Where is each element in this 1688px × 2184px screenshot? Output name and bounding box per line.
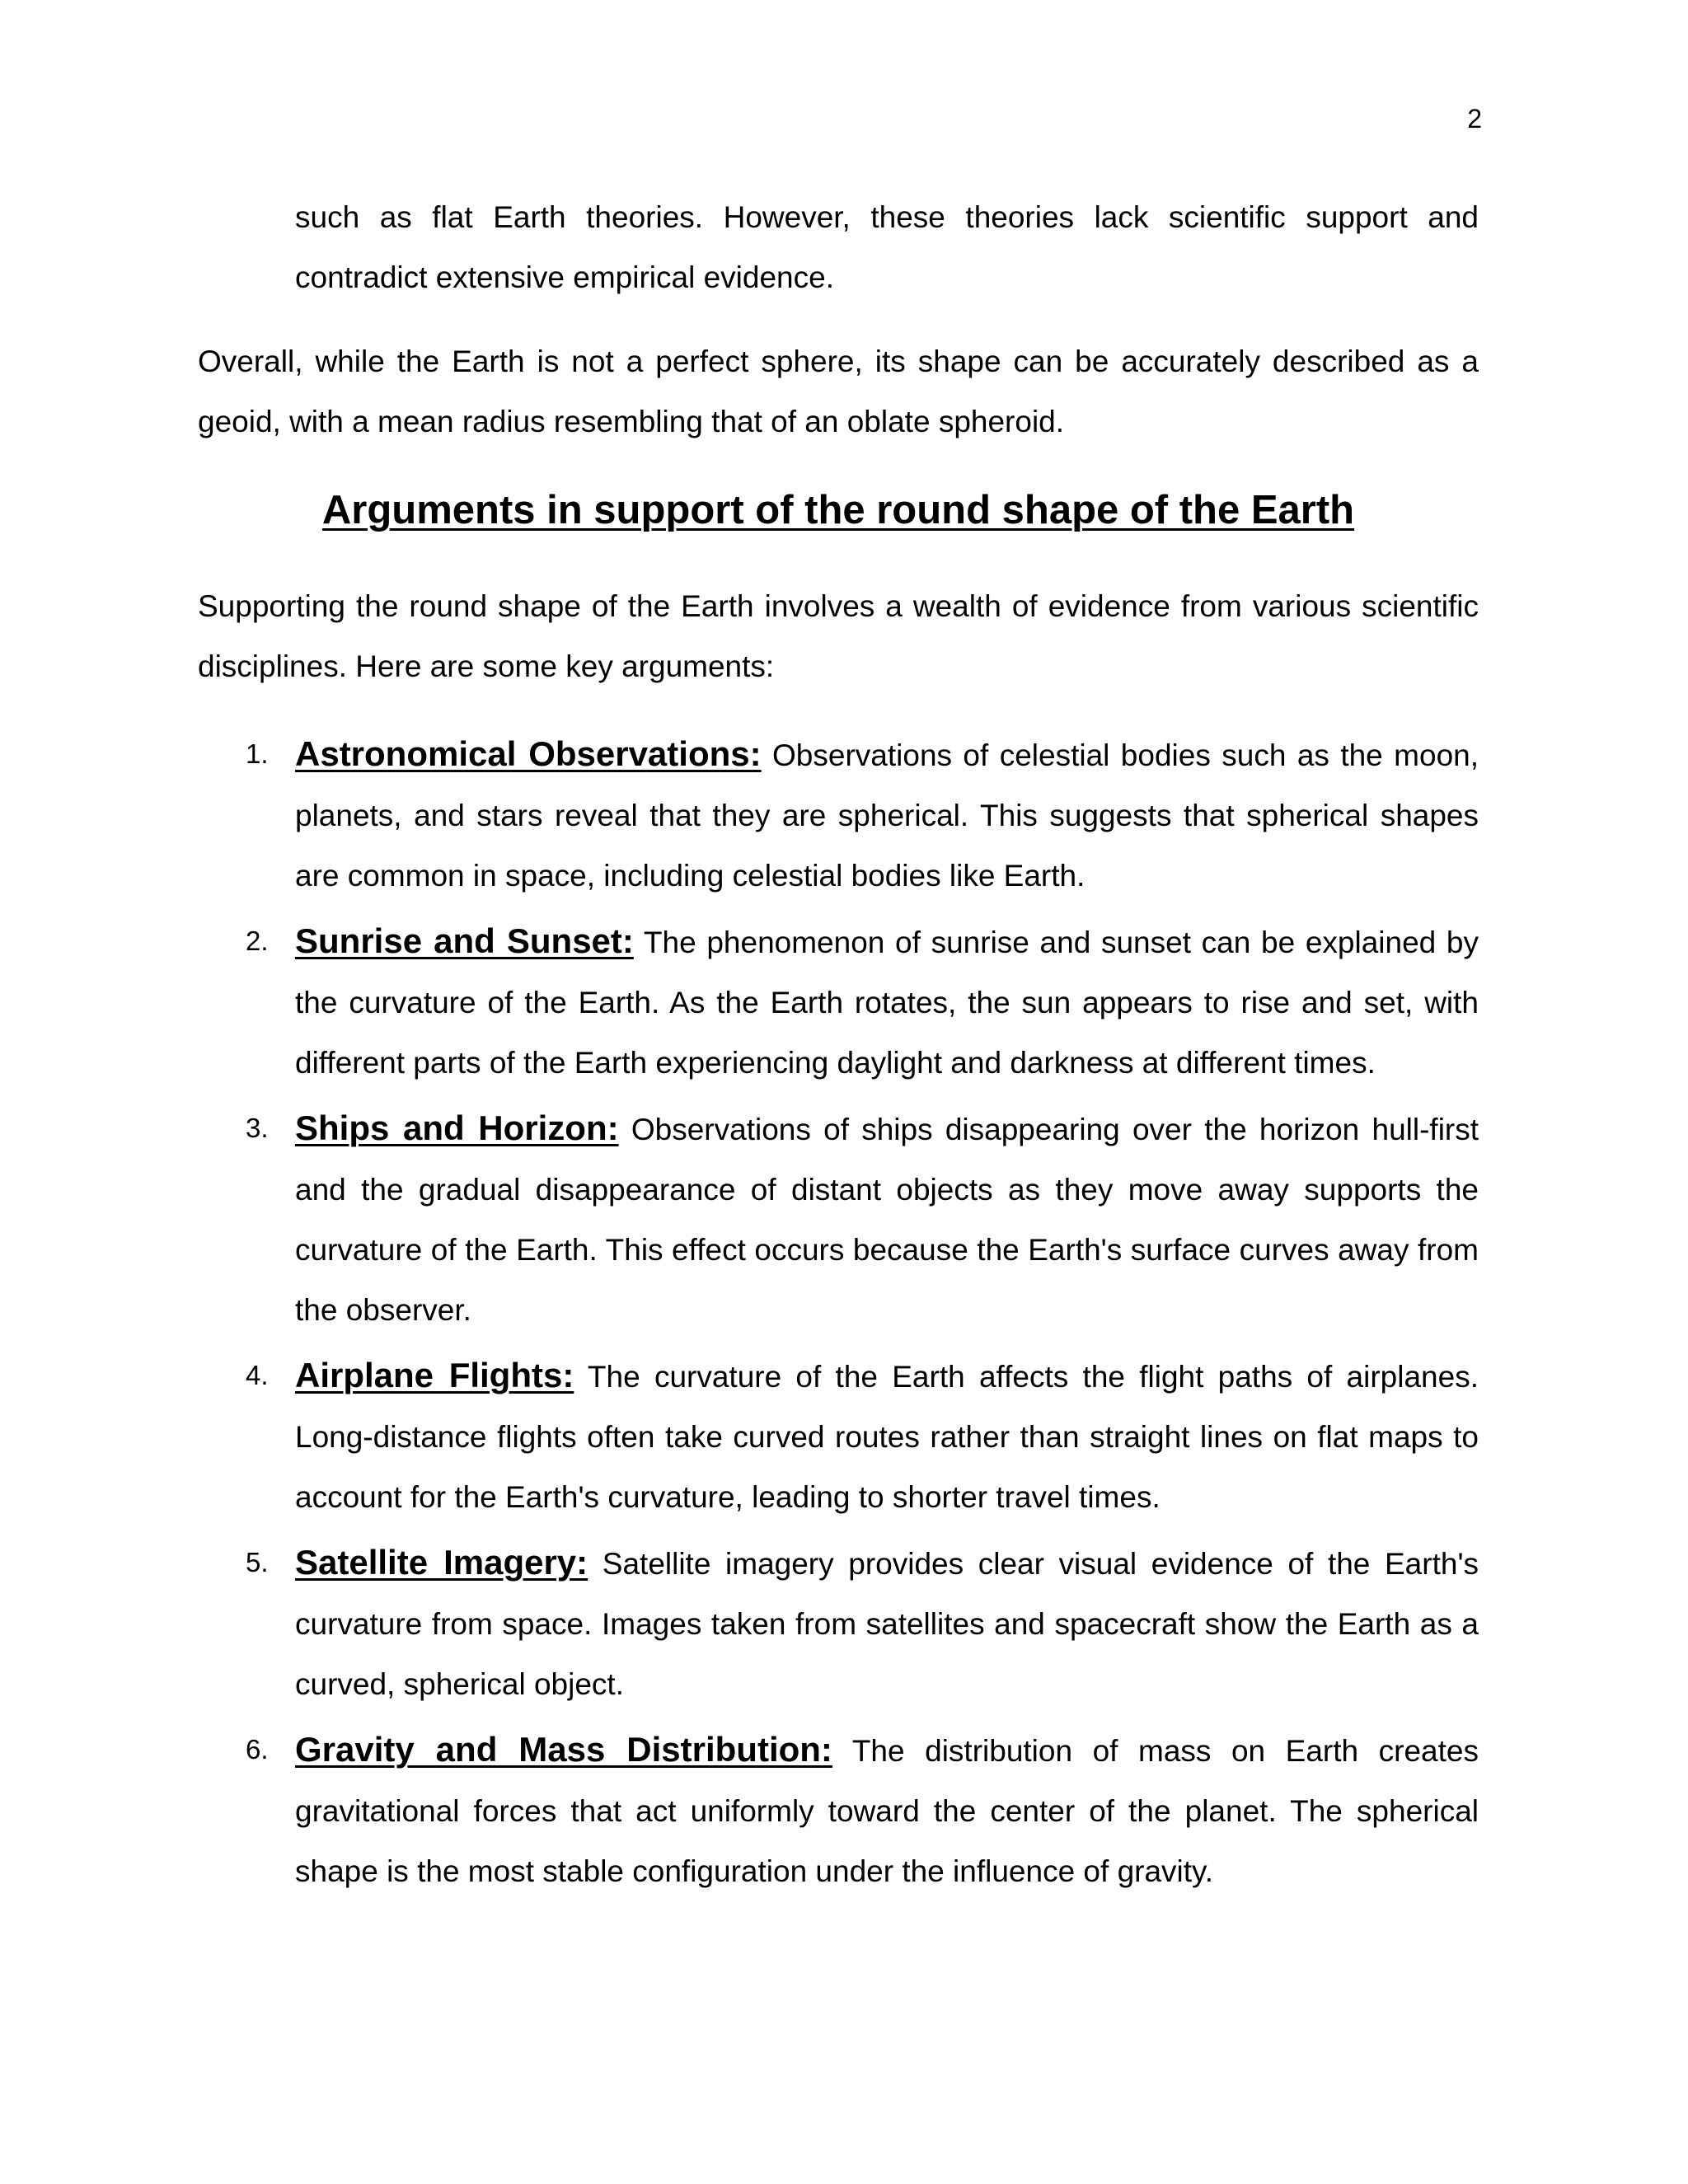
overall-paragraph: Overall, while the Earth is not a perfect sphere, its shape can be accurately described as a geoid, with a mean radius resembling that of an oblate spheroid. bbox=[198, 344, 1479, 438]
list-item-text: Satellite imagery provides clear visual evidence of the Earth's curvature from space. Images taken from satellites and spacecraft show the Earth as a curved, spherical object. bbox=[295, 1547, 1479, 1701]
list-item bbox=[231, 724, 1479, 906]
list-item-number: 6. bbox=[246, 1734, 269, 1765]
list-item-number: 1. bbox=[246, 738, 269, 769]
list-item-term: Sunrise and Sunset: bbox=[295, 921, 634, 960]
list-item-number: 5. bbox=[246, 1547, 269, 1577]
section-heading: Arguments in support of the round shape of the Earth bbox=[321, 488, 1355, 532]
intro-paragraph: Supporting the round shape of the Earth involves a wealth of evidence from various scientific disciplines. Here are some key arguments: bbox=[198, 589, 1479, 683]
list-item bbox=[231, 1719, 1479, 1901]
arguments-list bbox=[231, 724, 1479, 1906]
list-item-term: Airplane Flights: bbox=[295, 1356, 574, 1394]
list-item-number: 2. bbox=[246, 926, 269, 956]
list-item-term: Satellite Imagery: bbox=[295, 1543, 588, 1582]
continued-paragraph: such as flat Earth theories. However, these theories lack scientific support and contradict extensive empirical evidence. bbox=[295, 200, 1479, 294]
list-item-number: 3. bbox=[246, 1113, 269, 1143]
list-item-number: 4. bbox=[246, 1360, 269, 1390]
list-item-term: Astronomical Observations: bbox=[295, 734, 762, 773]
list-item bbox=[231, 911, 1479, 1093]
list-item-term: Gravity and Mass Distribution: bbox=[295, 1730, 832, 1769]
list-item bbox=[231, 1098, 1479, 1340]
list-item bbox=[231, 1345, 1479, 1527]
list-item bbox=[231, 1532, 1479, 1714]
list-item-text: The curvature of the Earth affects the flight paths of airplanes. Long-distance flights often take curved routes rather than straight lines on flat maps to account for the Earth's curvature, leading to shorter travel times. bbox=[295, 1360, 1479, 1514]
list-item-text: Observations of ships disappearing over the horizon hull-first and the gradual disappearance of distant objects as they move away supports the curvature of the Earth. This effect occurs because the Earth's surface curves away from the observer. bbox=[295, 1113, 1479, 1327]
list-item-text: The distribution of mass on Earth creates gravitational forces that act uniformly toward the center of the planet. The spherical shape is the most stable configuration under the influence of gravity. bbox=[295, 1734, 1479, 1888]
list-item-text: Observations of celestial bodies such as the moon, planets, and stars reveal that they are spherical. This suggests that spherical shapes are common in space, including celestial bodies like Earth. bbox=[295, 738, 1479, 893]
page-number: 2 bbox=[1467, 104, 1482, 134]
list-item-term: Ships and Horizon: bbox=[295, 1108, 619, 1147]
list-item-text: The phenomenon of sunrise and sunset can be explained by the curvature of the Earth. As the Earth rotates, the sun appears to rise and set, with different parts of the Earth experiencing daylight and darkness at different times. bbox=[295, 926, 1479, 1080]
